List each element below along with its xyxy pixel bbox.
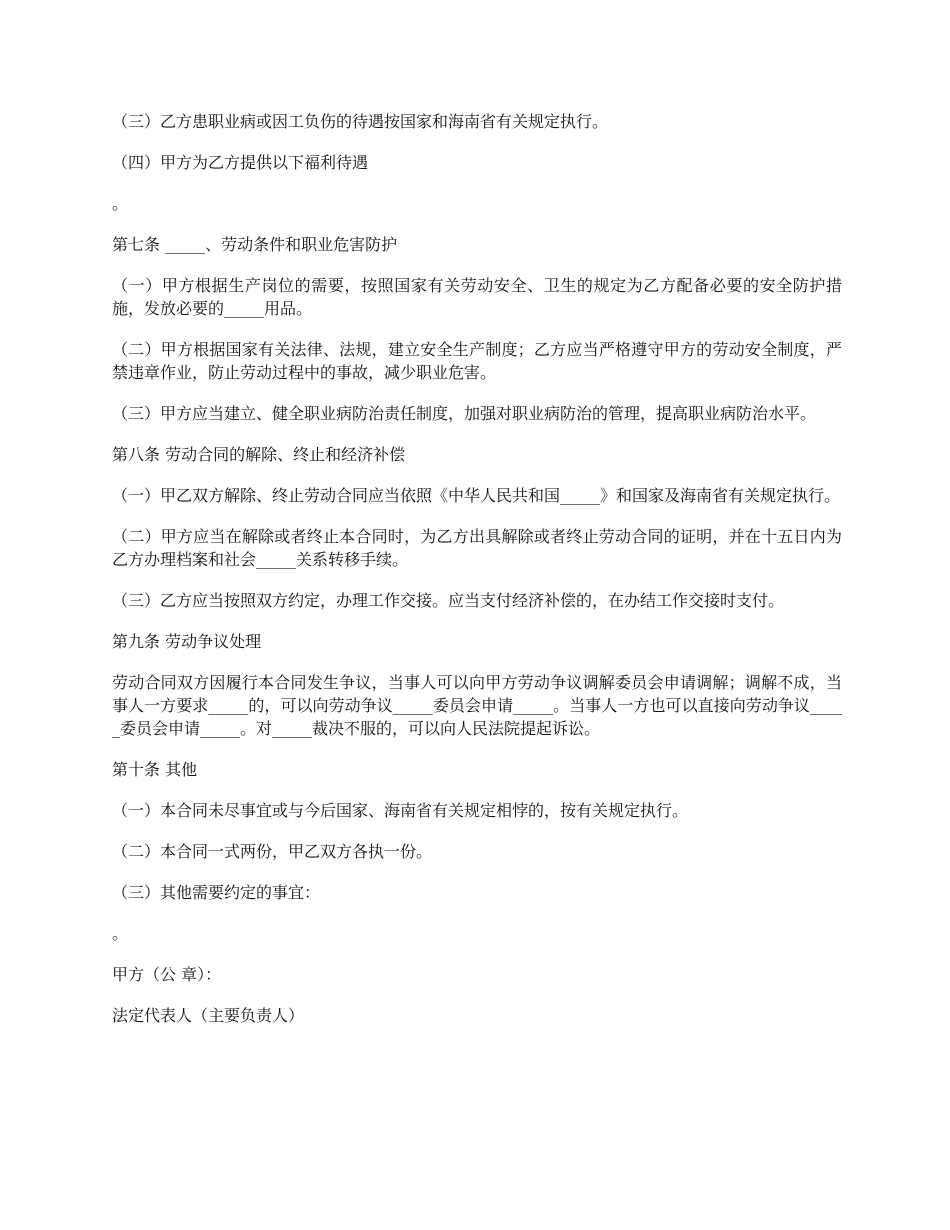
- article-7-heading: 第七条 _____、劳动条件和职业危害防护: [112, 235, 398, 254]
- article-7-clause-1: （一）甲方根据生产岗位的需要，按照国家有关劳动安全、卫生的规定为乙方配备必要的安全防护措施，发放必要的_____用品。: [112, 276, 842, 318]
- article-9-heading: 第九条 劳动争议处理: [112, 632, 262, 651]
- party-a-seal-label: 甲方（公 章）：: [112, 965, 222, 984]
- article-9-body: 劳动合同双方因履行本合同发生争议，当事人可以向甲方劳动争议调解委员会申请调解；调解不成，当事人一方要求_____的，可以向劳动争议_____委员会申请_____。当事人一方也可以直接向劳动争议_____委员会申请_____。对_____裁决不服的，可以向人民法院提起诉讼。: [112, 673, 842, 738]
- document-body: [112, 110, 842, 1045]
- article-8-clause-2: （二）甲方应当在解除或者终止本合同时，为乙方出具解除或者终止劳动合同的证明，并在十五日内为乙方办理档案和社会_____关系转移手续。: [112, 527, 842, 569]
- article-8-clause-3: （三）乙方应当按照双方约定，办理工作交接。应当支付经济补偿的，在办结工作交接时支付。: [112, 591, 785, 610]
- article-7-clause-2: （二）甲方根据国家有关法律、法规，建立安全生产制度；乙方应当严格遵守甲方的劳动安全制度，严禁违章作业，防止劳动过程中的事故，减少职业危害。: [112, 340, 842, 382]
- legal-representative-label: 法定代表人（主要负责人）: [112, 1006, 305, 1025]
- paragraph-period: 。: [112, 194, 129, 213]
- paragraph-occupational-disease-treatment: （三）乙方患职业病或因工负伤的待遇按国家和海南省有关规定执行。: [112, 112, 609, 131]
- article-10-clause-1: （一）本合同未尽事宜或与今后国家、海南省有关规定相悖的，按有关规定执行。: [112, 801, 689, 820]
- article-10-clause-2: （二）本合同一式两份，甲乙双方各执一份。: [112, 842, 433, 861]
- article-8-clause-1: （一）甲乙双方解除、终止劳动合同应当依照《中华人民共和国_____》和国家及海南省有关规定执行。: [112, 486, 841, 505]
- article-10-heading: 第十条 其他: [112, 760, 198, 779]
- article-7-clause-3: （三）甲方应当建立、健全职业病防治责任制度，加强对职业病防治的管理，提高职业病防治水平。: [112, 404, 817, 423]
- paragraph-period-2: 。: [112, 924, 129, 943]
- paragraph-welfare-benefits: （四）甲方为乙方提供以下福利待遇: [112, 153, 369, 172]
- article-10-clause-3: （三）其他需要约定的事宜：: [112, 883, 321, 902]
- article-8-heading: 第八条 劳动合同的解除、终止和经济补偿: [112, 445, 406, 464]
